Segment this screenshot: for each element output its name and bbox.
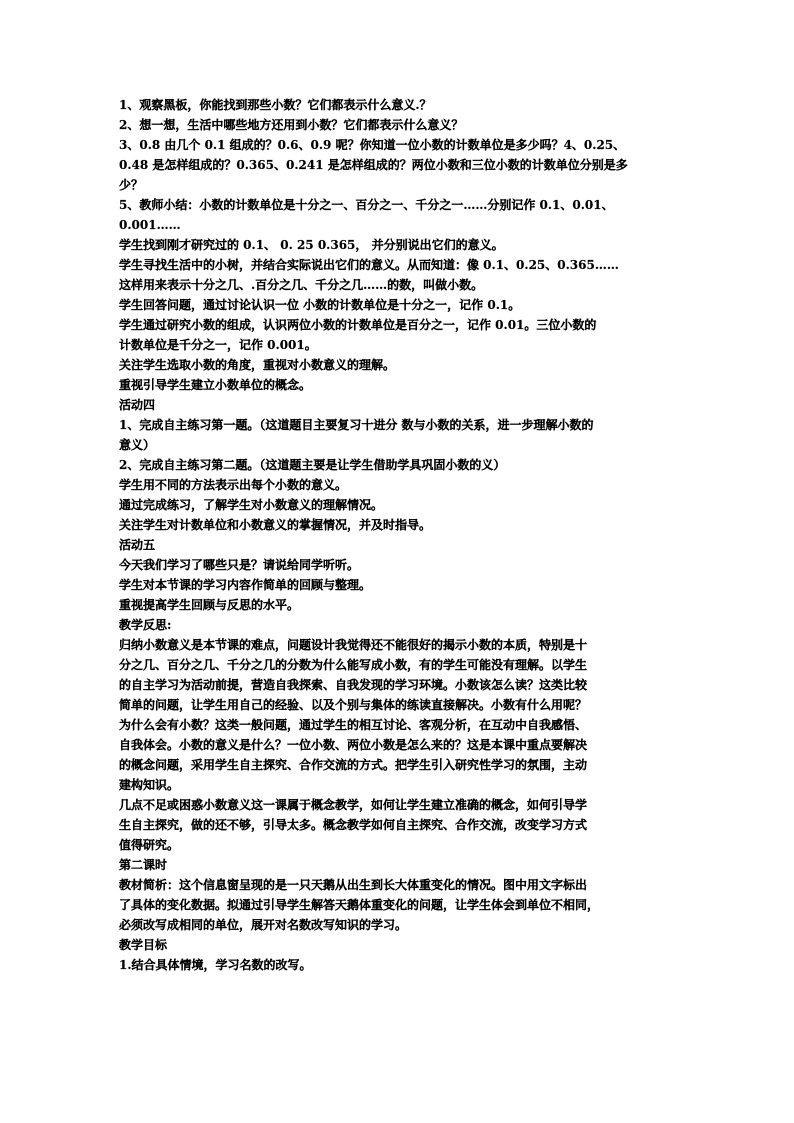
text-line: 为什么会有小数？这类一般问题，通过学生的相互讨论、客观分析，在互动中自我感悟、 <box>119 718 588 732</box>
text-line: 归纳小数意义是本节课的难点，问题设计我觉得还不能很好的揭示小数的本质，特别是十 <box>119 638 588 652</box>
text-line: 5、教师小结：小数的计数单位是十分之一、百分之一、千分之一……分别记作 0.1、0.01、 <box>119 198 614 212</box>
text-line: 分之几、百分之几、千分之几的分数为什么能写成小数，有的学生可能没有理解。以学生 <box>119 658 588 672</box>
section-heading: 教学反思: <box>119 618 172 632</box>
section-heading: 活动五 <box>119 538 156 552</box>
text-line: 2、完成自主练习第二题。（这道题主要是让学生借助学具巩固小数的义） <box>119 458 506 472</box>
section-heading: 第二课时 <box>119 858 168 872</box>
text-line: 今天我们学习了哪些只是？请说给同学听听。 <box>119 558 360 572</box>
text-line: 1、完成自主练习第一题。（这道题目主要复习十进分 数与小数的关系，进一步理解小数的 <box>119 418 594 432</box>
text-line: 生自主探究，做的还不够，引导太多。概念教学如何自主探究、合作交流，改变学习方式 <box>119 818 588 832</box>
section-heading: 活动四 <box>119 398 156 412</box>
text-line: 0.001…… <box>119 218 181 232</box>
text-line: 值得研究。 <box>119 838 180 852</box>
text-line: 建构知识。 <box>119 778 180 792</box>
text-line: 几点不足或困惑小数意义这一课属于概念教学，如何让学生建立准确的概念，如何引导学 <box>119 798 588 812</box>
text-line: 教材简析：这个信息窗呈现的是一只天鹅从出生到长大体重变化的情况。图中用文字标出 <box>119 878 588 892</box>
text-line: 学生寻找生活中的小树，并结合实际说出它们的意义。从而知道：像 0.1、0.25、0.365…… <box>119 258 619 272</box>
text-line: 必须改写成相同的单位，展开对名数改写知识的学习。 <box>119 918 408 932</box>
text-line: 学生通过研究小数的组成，认识两位小数的计数单位是百分之一，记作 0.01。三位小数的 <box>119 318 597 332</box>
text-line: 学生对本节课的学习内容作简单的回顾与整理。 <box>119 578 372 592</box>
text-line: 少？ <box>119 178 144 192</box>
text-line: 关注学生对计数单位和小数意义的掌握情况，并及时指导。 <box>119 518 432 532</box>
text-line: 学生回答问题，通过讨论认识一位 小数的计数单位是十分之一，记作 0.1。 <box>119 298 521 312</box>
text-line: 计数单位是千分之一，记作 0.001。 <box>119 338 317 352</box>
text-line: 简单的问题，让学生用自己的经验、以及个别与集体的练读直接解决。小数有什么用呢？ <box>119 698 588 712</box>
text-line: 的概念问题，采用学生自主探究、合作交流的方式。把学生引入研究性学习的氛围，主动 <box>119 758 588 772</box>
text-line: 重视提高学生回顾与反思的水平。 <box>119 598 300 612</box>
text-line: 学生用不同的方法表示出每个小数的意义。 <box>119 478 348 492</box>
text-line: 的自主学习为活动前提，营造自我探索、自我发现的学习环境。小数该怎么读？这类比较 <box>119 678 588 692</box>
text-line: 重视引导学生建立小数单位的概念。 <box>119 378 312 392</box>
text-line: 这样用来表示十分之几、.百分之几、千分之几……的数，叫做小数。 <box>119 278 484 292</box>
text-line: 0.48 是怎样组成的？0.365、0.241 是怎样组成的？两位小数和三位小数的计数单位分别是多 <box>119 158 628 172</box>
text-line: 意义） <box>119 438 156 452</box>
text-line: 了具体的变化数据。拟通过引导学生解答天鹅体重变化的问题，让学生体会到单位不相同， <box>119 898 600 912</box>
text-line: 1.结合具体情境，学习名数的改写。 <box>119 958 312 972</box>
text-line: 关注学生选取小数的角度，重视对小数意义的理解。 <box>119 358 396 372</box>
text-line: 自我体会。小数的意义是什么？一位小数、两位小数是怎么来的？这是本课中重点要解决 <box>119 738 588 752</box>
text-line: 3、0.8 由几个 0.1 组成的？0.6、0.9 呢？你知道一位小数的计数单位是多少吗？4、0.25、 <box>119 138 626 152</box>
text-line: 学生找到刚才研究过的 0.1、 0. 25 0.365， 并分别说出它们的意义。 <box>119 238 504 252</box>
document-page <box>119 95 685 975</box>
text-line: 2、想一想，生活中哪些地方还用到小数？它们都表示什么意义？ <box>119 118 464 132</box>
text-line: 通过完成练习，了解学生对小数意义的理解情况。 <box>119 498 384 512</box>
text-line: 1、观察黑板，你能找到那些小数？它们都表示什么意义.？ <box>119 98 432 112</box>
section-heading: 教学目标 <box>119 938 168 952</box>
